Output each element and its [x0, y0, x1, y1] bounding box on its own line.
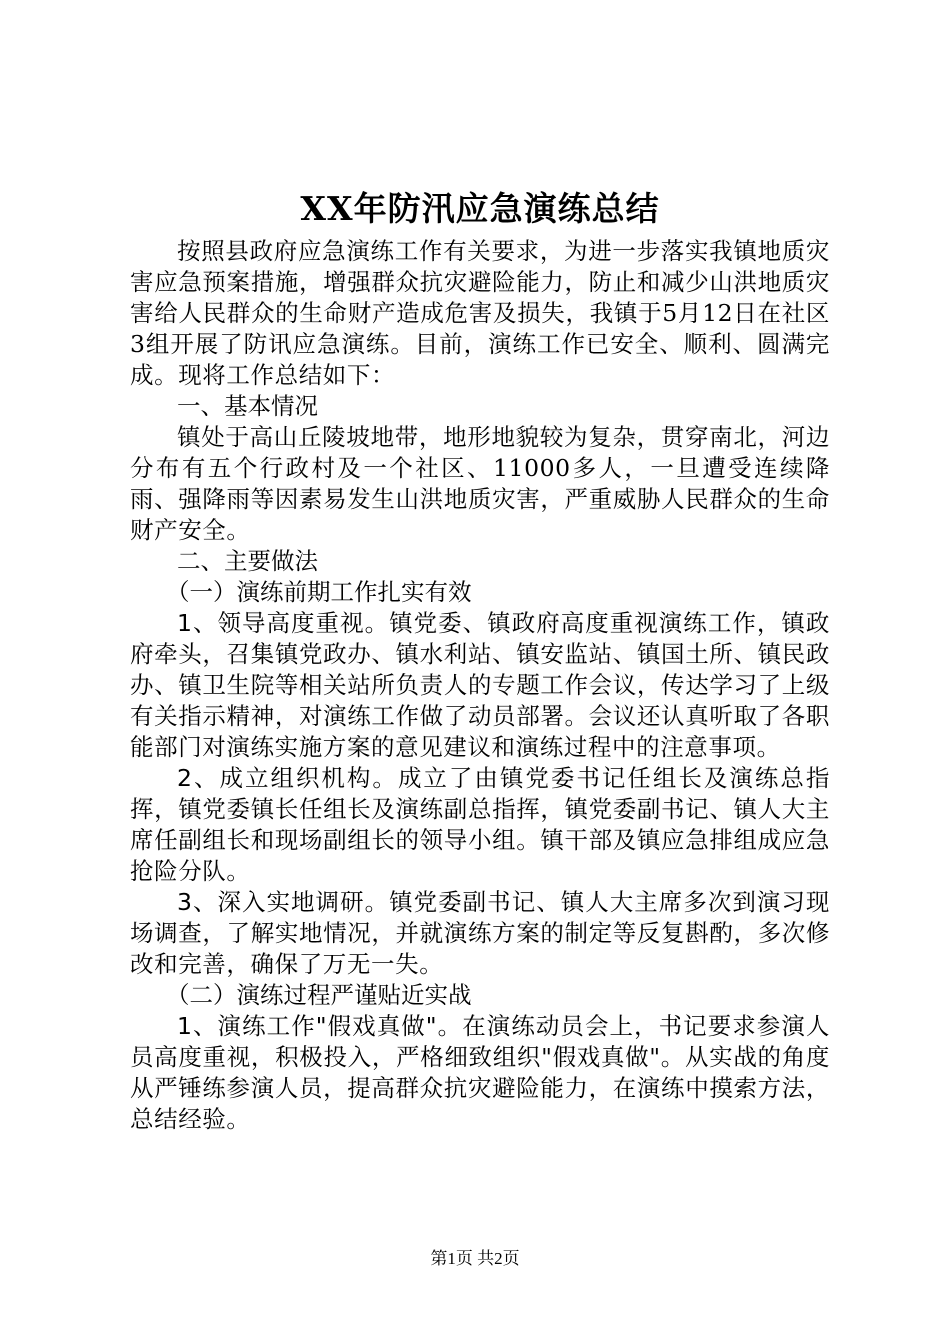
- section-heading-main-practices: 二、主要做法: [177, 547, 318, 575]
- item-text-organization: 成立了由镇党委书记任组长及演练总指挥，镇党委镇长任组长及演练副总指挥，镇党委副书记、镇人大主席任副组长和现场副组长的领导小组。镇干部及镇应急排组成应急抢险分队。: [130, 764, 830, 885]
- item-lead-field-research: 3、深入实地调研。: [177, 888, 390, 916]
- document-title: XX年防汛应急演练总结: [300, 189, 660, 228]
- intro-paragraph: 按照县政府应急演练工作有关要求，为进一步落实我镇地质灾害应急预案措施，增强群众抗灾避险能力，防止和减少山洪地质灾害给人民群众的生命财产造成危害及损失，我镇于5月12日在社区3组开展了防讯应急演练。目前，演练工作已安全、顺利、圆满完成。现将工作总结如下：: [130, 237, 830, 389]
- list-item-realistic-drill: [130, 1011, 830, 1135]
- section-heading-basic-situation: 一、基本情况: [177, 392, 318, 420]
- page-footer: 第1页 共2页: [430, 1249, 520, 1268]
- item-lead-organization: 2、成立组织机构。: [177, 764, 398, 792]
- item-text-field-research: 镇党委副书记、镇人大主席多次到演习现场调查，了解实地情况，并就演练方案的制定等反复斟酌，多次修改和完善，确保了万无一失。: [130, 888, 830, 978]
- list-item-leadership: [130, 608, 830, 763]
- item-lead-leadership: 1、领导高度重视。: [177, 609, 390, 637]
- item-lead-realistic-drill: 1、演练工作"假戏真做"。: [177, 1012, 463, 1040]
- list-item-organization: [130, 763, 830, 887]
- item-text-realistic-drill: 在演练动员会上，书记要求参演人员高度重视，积极投入，严格细致组织"假戏真做"。从实战的角度从严锤练参演人员，提高群众抗灾避险能力，在演练中摸索方法，总结经验。: [130, 1012, 831, 1133]
- subsection-heading-preparation: （一）演练前期工作扎实有效: [166, 578, 472, 606]
- list-item-field-research: [130, 887, 830, 980]
- document-page: [130, 186, 830, 1135]
- subsection-heading-drill-process: （二）演练过程严谨贴近实战: [166, 981, 472, 1009]
- basic-situation-paragraph: 镇处于高山丘陵坡地带，地形地貌较为复杂，贯穿南北，河边分布有五个行政村及一个社区、11000多人，一旦遭受连续降雨、强降雨等因素易发生山洪地质灾害，严重威胁人民群众的生命财产安全。: [130, 423, 830, 544]
- item-text-leadership: 镇党委、镇政府高度重视演练工作，镇政府牵头，召集镇党政办、镇水利站、镇安监站、镇国土所、镇民政办、镇卫生院等相关站所负责人的专题工作会议，传达学习了上级有关指示精神，对演练工作做了动员部署。会议还认真听取了各职能部门对演练实施方案的意见建议和演练过程中的注意事项。: [130, 609, 830, 761]
